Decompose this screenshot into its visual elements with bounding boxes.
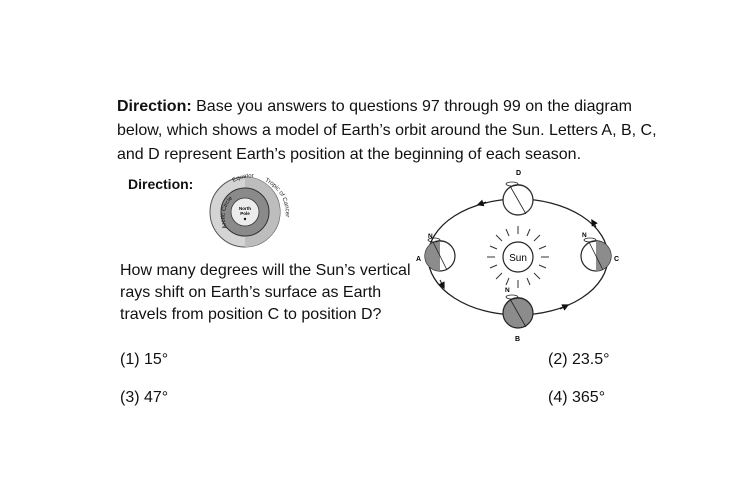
orbit-arrow-a-to-b [440,280,443,286]
equator-label: Equator [231,173,254,184]
answer-choice-3[interactable]: (3) 47° [120,389,169,406]
polar-view-diagram [200,170,300,248]
tropic-of-cancer-label: Tropic of Cancer [263,177,290,218]
earth-position-d [503,182,533,215]
inset-directions-label: Direction: [128,176,194,192]
earth-orbit-diagram [400,165,640,350]
north-label-b: N [505,287,510,294]
north-label-a: N [428,233,433,240]
answer-choice-2[interactable]: (2) 23.5° [548,351,610,368]
north-pole-dot [244,218,246,220]
position-label-d: D [516,170,522,177]
arctic-circle-label: Arctic Circle [220,195,235,230]
directions-paragraph [117,95,677,167]
sun-label: Sun [509,253,527,264]
question-text: How many degrees will the Sun’s vertical rays shift on Earth’s surface as Earth travels from position C to position D? [120,262,411,323]
position-label-b: B [515,336,521,343]
north-label-c: N [582,232,587,239]
north-pole-label-line2: Pole [240,211,250,216]
north-pole-label-line1: North [239,206,251,211]
directions-label: Direction: [117,98,192,115]
earth-position-b [503,295,533,328]
directions-text: Base you answers to questions 97 through 99 on the diagram below, which shows a model of Earth’s orbit around the Sun. Letters A, B, C, and D represent Earth’s position at the beginning of each season. [117,98,657,163]
earth-position-a [425,238,455,271]
position-label-c: C [614,256,620,263]
position-label-a: A [416,256,422,263]
answer-choice-1[interactable]: (1) 15° [120,351,169,368]
earth-position-c [581,238,611,271]
answer-choice-4[interactable]: (4) 365° [548,389,606,406]
